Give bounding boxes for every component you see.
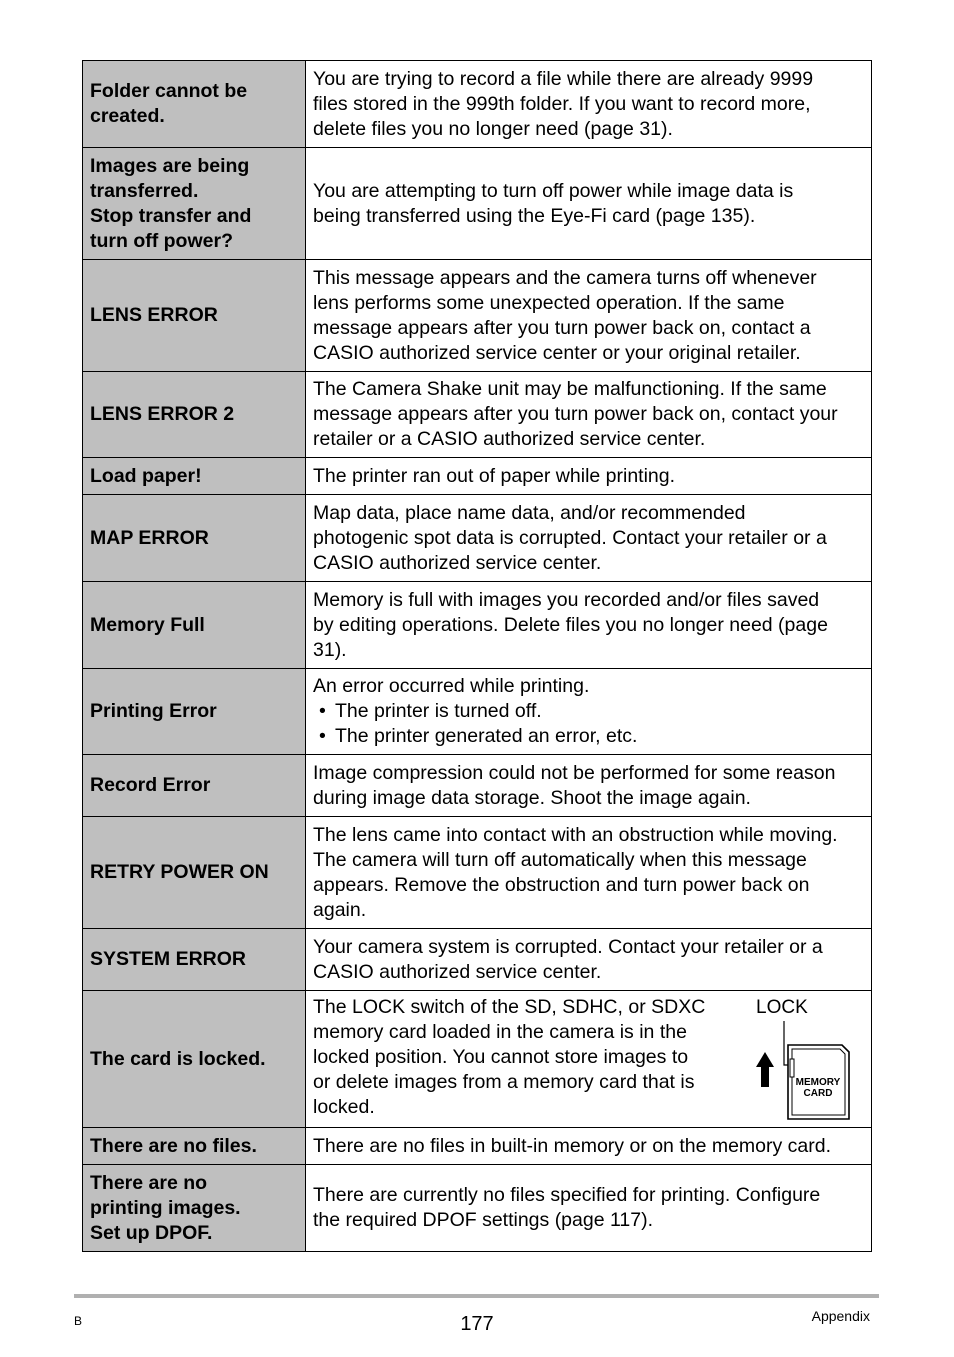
description-cell	[306, 458, 872, 495]
description-cell	[306, 495, 872, 582]
message-cell	[83, 260, 306, 372]
description-cell	[306, 148, 872, 260]
table-body	[83, 61, 872, 1252]
description-line: Map data, place name data, and/or recommended	[313, 501, 746, 524]
message-line: Images are being	[90, 154, 250, 177]
message-line: The card is locked.	[90, 1047, 266, 1070]
message-line: printing images.	[90, 1196, 241, 1219]
message-cell	[83, 817, 306, 929]
card-figure-box	[754, 995, 864, 1123]
description-line: You are attempting to turn off power while image data is	[313, 179, 794, 202]
description-line: Memory is full with images you recorded and/or files saved	[313, 588, 820, 611]
description-line: the required DPOF settings (page 117).	[313, 1209, 653, 1231]
message-line: Folder cannot be	[90, 80, 248, 102]
description-line: again.	[313, 898, 367, 921]
message-line: There are no files.	[90, 1134, 257, 1157]
message-line: RETRY POWER ON	[90, 861, 269, 883]
table-row	[83, 148, 872, 260]
description-line: lens performs some unexpected operation. If the same	[313, 291, 785, 314]
message-line: Record Error	[90, 774, 211, 796]
message-cell	[83, 1128, 306, 1165]
description-line: message appears after you turn power back on, contact your	[313, 403, 838, 425]
table-row	[83, 929, 872, 991]
page-number: 177	[460, 1313, 494, 1335]
message-cell	[83, 669, 306, 755]
description-line: CASIO authorized service center or your original retailer.	[313, 341, 801, 364]
description-line: You are trying to record a file while there are already 9999	[313, 67, 814, 90]
description-cell	[306, 929, 872, 991]
description-line: 31).	[313, 638, 347, 661]
message-cell	[83, 755, 306, 817]
message-line: transferred.	[90, 179, 199, 202]
description-cell	[306, 1128, 872, 1165]
description-line: delete files you no longer need (page 31).	[313, 117, 673, 140]
table-row	[83, 495, 872, 582]
description-line: The LOCK switch of the SD, SDHC, or SDXC	[313, 996, 706, 1018]
table-row	[83, 669, 872, 755]
message-cell	[83, 929, 306, 991]
description-line: There are no files in built-in memory or on the memory card.	[313, 1134, 832, 1157]
table-row	[83, 991, 872, 1128]
table-row	[83, 755, 872, 817]
memory-card-figure	[754, 995, 864, 1123]
message-cell	[83, 582, 306, 669]
message-line: Stop transfer and	[90, 204, 252, 227]
description-line: message appears after you turn power back on, contact a	[313, 316, 811, 339]
card-label-card: CARD	[803, 1088, 833, 1099]
description-line: during image data storage. Shoot the image again.	[313, 786, 751, 809]
description-line: This message appears and the camera turns off whenever	[313, 266, 817, 289]
message-line: Memory Full	[90, 613, 205, 636]
description-cell	[306, 582, 872, 669]
table-row	[83, 61, 872, 148]
lock-label: LOCK	[756, 997, 808, 1018]
description-line: locked position. You cannot store images to	[313, 1046, 689, 1068]
error-message-table	[82, 60, 872, 1252]
description-line: photogenic spot data is corrupted. Contact your retailer or a	[313, 526, 827, 549]
table-row	[83, 582, 872, 669]
message-line: LENS ERROR	[90, 304, 218, 326]
bullet-item: • The printer is turned off.	[313, 699, 864, 724]
card-locked-text	[313, 995, 746, 1120]
description-cell	[306, 991, 872, 1128]
description-line: An error occurred while printing.	[313, 675, 590, 697]
description-cell	[306, 372, 872, 458]
message-line: Printing Error	[90, 700, 217, 722]
bullet-item: • The printer generated an error, etc.	[313, 724, 864, 749]
message-cell	[83, 61, 306, 148]
description-line: being transferred using the Eye-Fi card (page 135).	[313, 204, 756, 227]
description-line: The Camera Shake unit may be malfunctioning. If the same	[313, 378, 827, 400]
footer-section-label: Appendix	[811, 1308, 870, 1324]
description-cell	[306, 61, 872, 148]
description-line: Your camera system is corrupted. Contact your retailer or a	[313, 935, 823, 958]
description-cell	[306, 260, 872, 372]
description-line: memory card loaded in the camera is in the	[313, 1021, 687, 1043]
message-cell	[83, 991, 306, 1128]
message-line: turn off power?	[90, 229, 233, 252]
description-line: files stored in the 999th folder. If you want to record more,	[313, 92, 811, 115]
message-cell	[83, 148, 306, 260]
description-line: locked.	[313, 1096, 375, 1118]
footer-left-mark: B	[74, 1314, 83, 1328]
description-cell	[306, 755, 872, 817]
message-line: There are no	[90, 1171, 208, 1194]
message-line: Load paper!	[90, 464, 202, 487]
description-line: There are currently no files specified for printing. Configure	[313, 1184, 821, 1206]
description-line: retailer or a CASIO authorized service center.	[313, 428, 706, 450]
description-line: The camera will turn off automatically when this message	[313, 848, 807, 871]
table-row	[83, 458, 872, 495]
description-cell	[306, 817, 872, 929]
description-cell	[306, 1165, 872, 1252]
footer-rule	[74, 1294, 879, 1298]
description-line: appears. Remove the obstruction and turn power back on	[313, 873, 810, 896]
message-line: created.	[90, 105, 165, 127]
message-cell	[83, 1165, 306, 1252]
up-arrow-icon	[756, 1052, 774, 1087]
message-line: Set up DPOF.	[90, 1221, 213, 1244]
message-line: LENS ERROR 2	[90, 403, 235, 425]
description-line: by editing operations. Delete files you no longer need (page	[313, 613, 828, 636]
message-cell	[83, 495, 306, 582]
table-row	[83, 1165, 872, 1252]
message-line: SYSTEM ERROR	[90, 948, 247, 970]
message-cell	[83, 458, 306, 495]
description-line: The lens came into contact with an obstruction while moving.	[313, 823, 838, 846]
description-line: The printer ran out of paper while printing.	[313, 464, 676, 487]
description-line: Image compression could not be performed for some reason	[313, 761, 836, 784]
description-line: or delete images from a memory card that is	[313, 1071, 695, 1093]
description-line: CASIO authorized service center.	[313, 551, 602, 574]
table-row	[83, 260, 872, 372]
card-locked-content	[313, 995, 864, 1123]
description-cell	[306, 669, 872, 755]
table-row	[83, 372, 872, 458]
table-row	[83, 1128, 872, 1165]
table-row	[83, 817, 872, 929]
description-line: CASIO authorized service center.	[313, 960, 602, 983]
card-label-memory: MEMORY	[795, 1077, 841, 1088]
message-cell	[83, 372, 306, 458]
message-line: MAP ERROR	[90, 526, 209, 549]
